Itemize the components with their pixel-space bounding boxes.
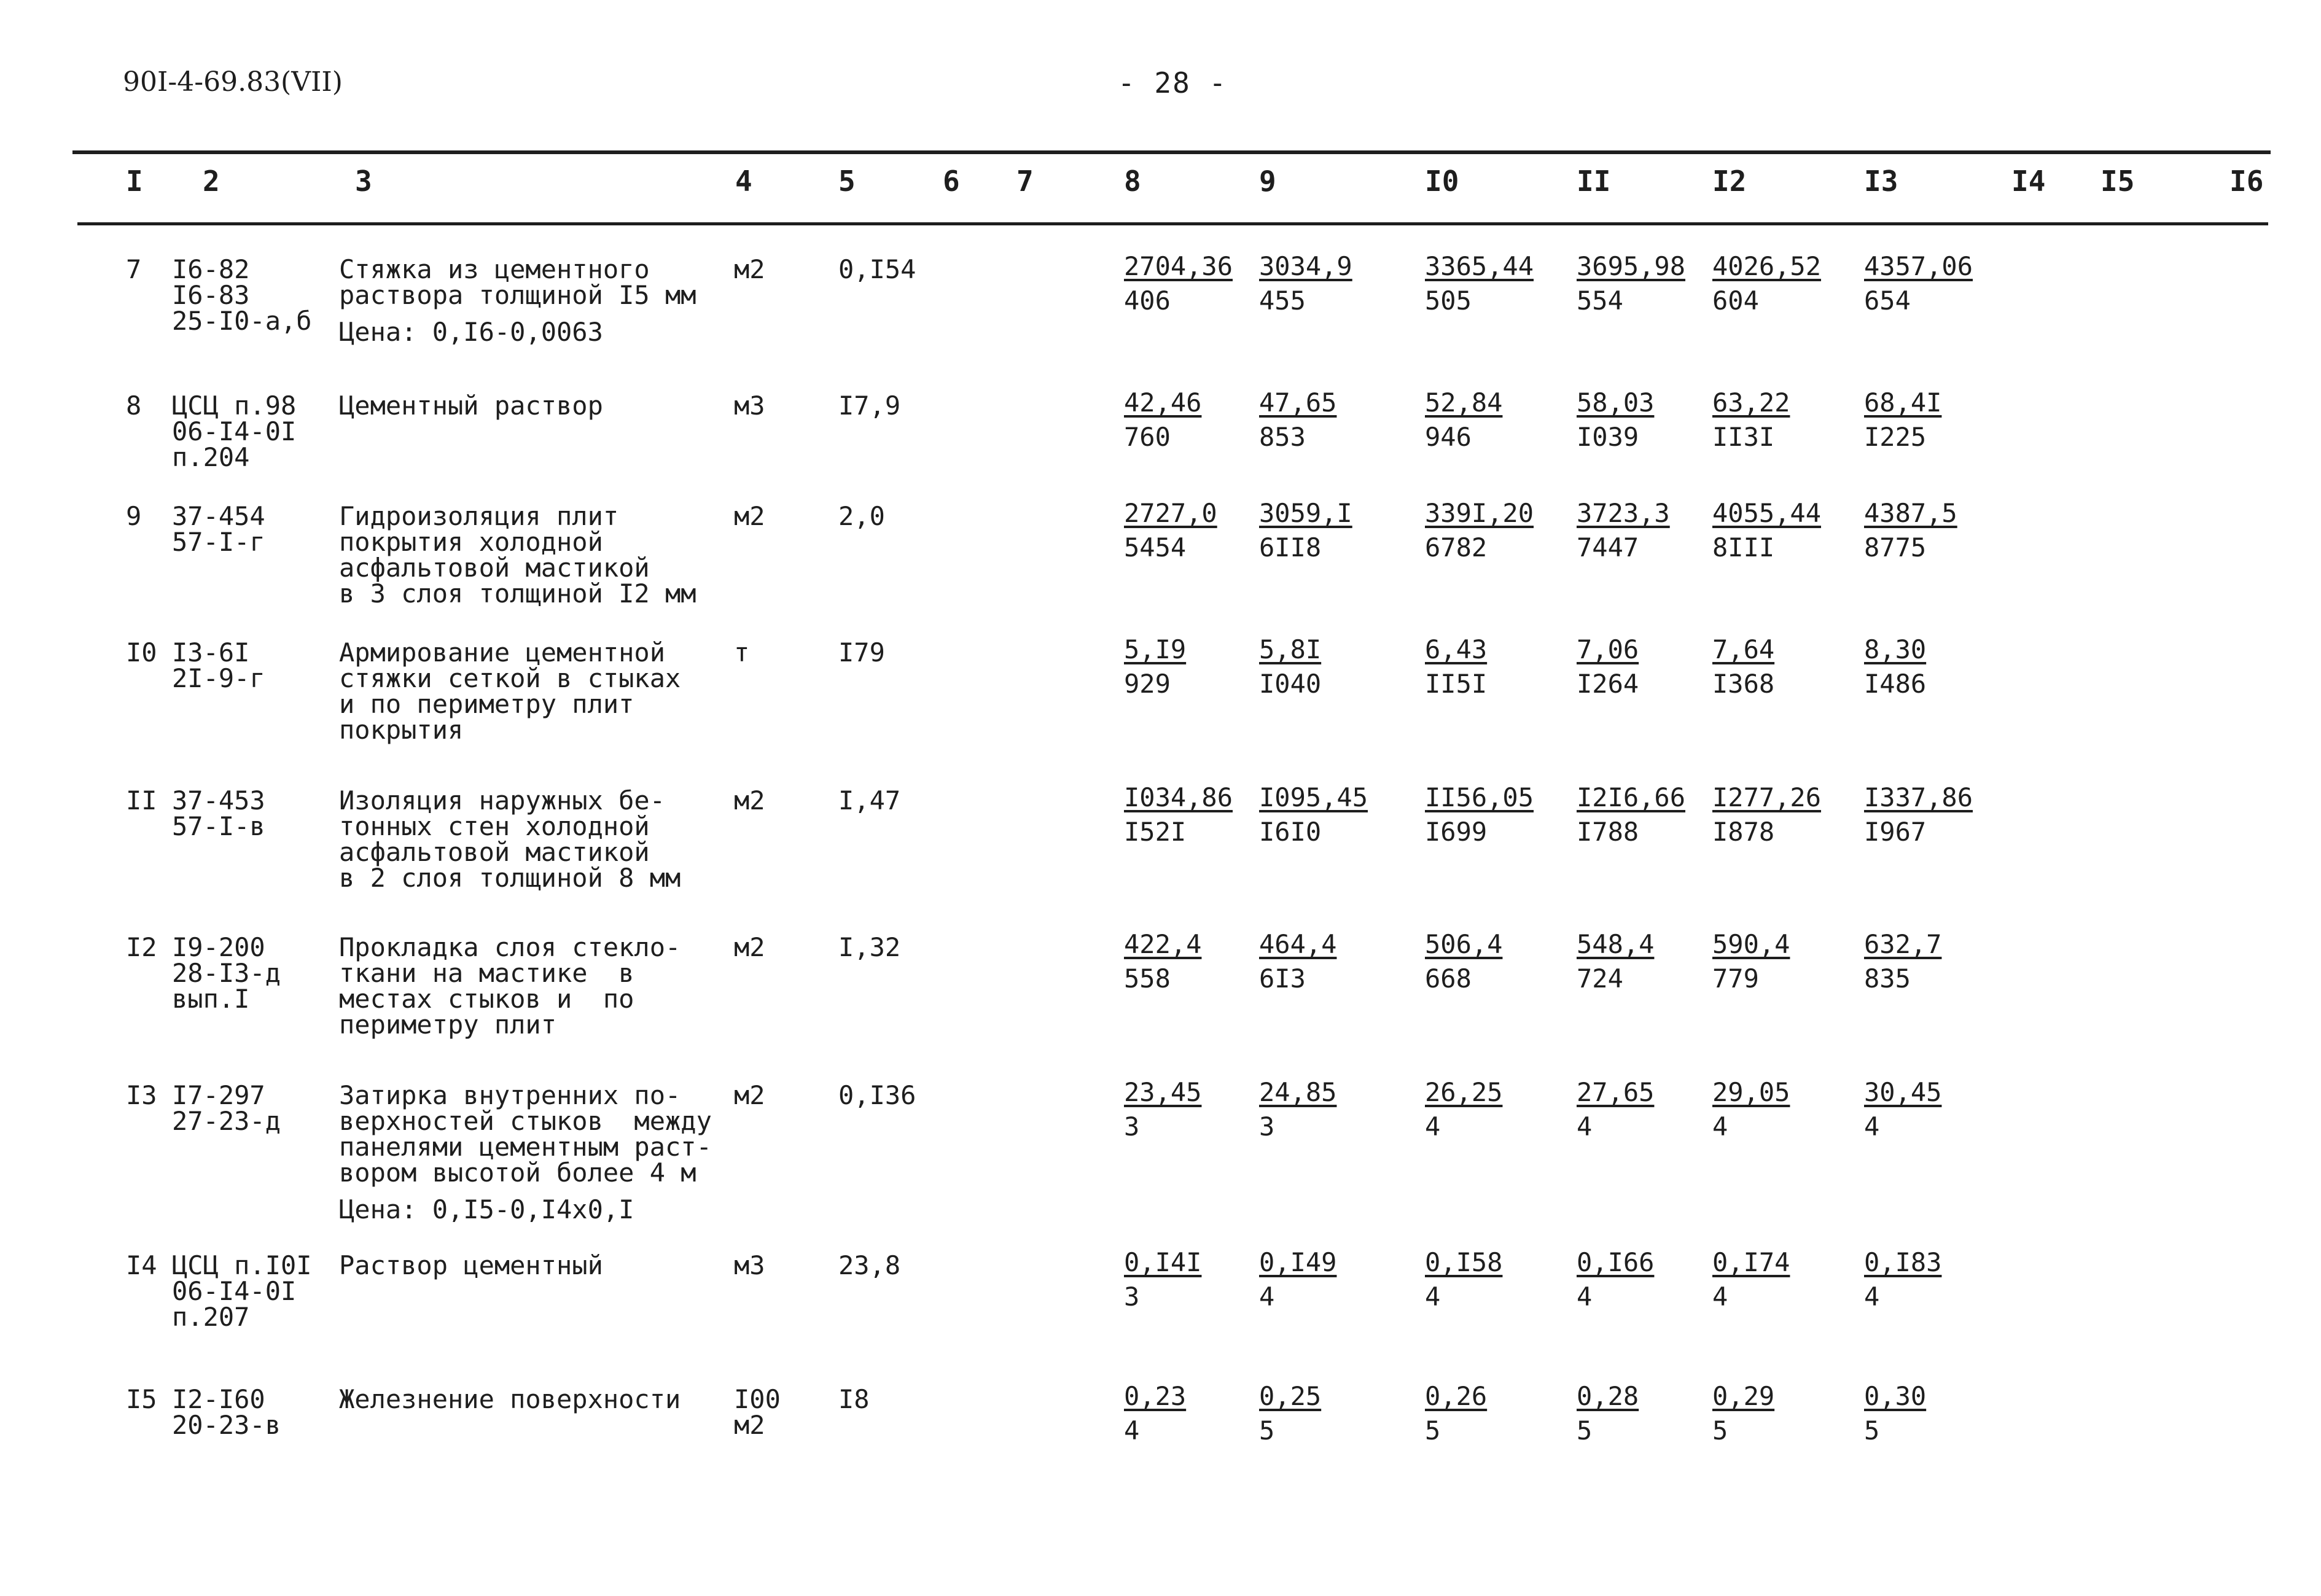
quantity: 0,I36 [838, 1080, 916, 1110]
cost-value-cell [1425, 1075, 1502, 1144]
unit-of-measure: м2 [734, 785, 765, 816]
cost-denominator: 853 [1259, 422, 1306, 452]
cost-numerator: 5,I9 [1124, 634, 1187, 664]
cost-denominator: 4 [1864, 1111, 1880, 1142]
cost-value-cell [1124, 1379, 1186, 1448]
column-header: I2 [1712, 165, 1747, 198]
work-description: Железнение поверхности [339, 1384, 681, 1414]
cost-numerator: 3695,98 [1577, 251, 1686, 281]
cost-denominator: 4 [1577, 1111, 1593, 1142]
cost-value-cell [1124, 386, 1201, 454]
unit-of-measure: м3 [734, 1250, 765, 1280]
cost-denominator: 724 [1577, 963, 1623, 994]
cost-value-cell [1425, 780, 1534, 849]
unit-of-measure: м2 [734, 1080, 765, 1110]
cost-value-cell [1712, 496, 1821, 565]
column-header: I [126, 165, 143, 198]
header-bottom-rule [77, 222, 2268, 225]
cost-numerator: 0,26 [1425, 1381, 1488, 1411]
quantity: 0,I54 [838, 254, 916, 284]
cost-numerator: 632,7 [1864, 929, 1942, 959]
price-note: Цена: 0,I6-0,0063 [339, 317, 603, 347]
cost-value-cell [1864, 927, 1941, 996]
cost-numerator: II56,05 [1425, 782, 1534, 812]
cost-value-cell [1712, 1075, 1790, 1144]
cost-numerator: I337,86 [1864, 782, 1973, 812]
norm-code: 37-453 57-I-в [172, 785, 265, 841]
cost-value-cell [1864, 496, 1957, 565]
column-header: I5 [2101, 165, 2135, 198]
row-number: I3 [126, 1080, 157, 1110]
cost-value-cell [1124, 496, 1217, 565]
column-header: II [1577, 165, 1611, 198]
cost-numerator: I277,26 [1712, 782, 1822, 812]
work-description: Стяжка из цементного раствора толщиной I5 мм [339, 254, 696, 310]
cost-numerator: I095,45 [1259, 782, 1368, 812]
cost-value-cell [1425, 386, 1502, 454]
cost-denominator: 554 [1577, 286, 1623, 316]
work-description: Изоляция наружных бе- тонных стен холодной асфальтовой мастикой в 2 слоя толщиной 8 мм [339, 785, 681, 893]
cost-value-cell [1259, 496, 1352, 565]
cost-denominator: 8III [1712, 532, 1775, 562]
cost-denominator: 4 [1577, 1282, 1593, 1312]
column-header: I3 [1864, 165, 1898, 198]
row-number: 9 [126, 501, 142, 531]
norm-code: ЦСЦ п.98 06-I4-0I п.204 [172, 391, 297, 472]
cost-numerator: 0,30 [1864, 1381, 1927, 1411]
cost-numerator: 58,03 [1577, 387, 1655, 418]
cost-denominator: 4 [1864, 1282, 1880, 1312]
cost-value-cell [1712, 386, 1790, 454]
cost-numerator: 0,25 [1259, 1381, 1322, 1411]
cost-denominator: 3 [1259, 1111, 1275, 1142]
column-header: I6 [2229, 165, 2264, 198]
cost-denominator: I040 [1259, 669, 1322, 699]
norm-code: I3-6I 2I-9-г [172, 637, 265, 693]
cost-denominator: 5 [1577, 1415, 1593, 1446]
quantity: 23,8 [838, 1250, 901, 1280]
cost-value-cell [1712, 249, 1821, 318]
cost-value-cell [1864, 1245, 1941, 1314]
norm-code: I2-I60 20-23-в [172, 1384, 281, 1440]
column-header: I0 [1425, 165, 1459, 198]
cost-value-cell [1259, 927, 1336, 996]
cost-value-cell [1577, 633, 1639, 701]
cost-numerator: 52,84 [1425, 387, 1503, 418]
cost-value-cell [1259, 386, 1336, 454]
row-number: 8 [126, 391, 142, 421]
table-top-rule [72, 150, 2271, 154]
cost-denominator: 4 [1712, 1282, 1728, 1312]
cost-denominator: I225 [1864, 422, 1927, 452]
cost-denominator: 4 [1425, 1111, 1441, 1142]
cost-value-cell [1864, 249, 1973, 318]
cost-value-cell [1124, 1075, 1201, 1144]
column-header: I4 [2011, 165, 2046, 198]
cost-denominator: 946 [1425, 422, 1472, 452]
cost-value-cell [1124, 633, 1186, 701]
quantity: I,47 [838, 785, 901, 816]
cost-numerator: 0,I4I [1124, 1247, 1202, 1277]
row-number: 7 [126, 254, 142, 284]
cost-denominator: II3I [1712, 422, 1775, 452]
cost-numerator: 27,65 [1577, 1077, 1655, 1107]
cost-value-cell [1712, 1379, 1774, 1448]
cost-denominator: 505 [1425, 286, 1472, 316]
cost-value-cell [1577, 249, 1685, 318]
unit-of-measure: I00 м2 [734, 1384, 781, 1440]
cost-denominator: 5 [1712, 1415, 1728, 1446]
page-number: - 28 - [1118, 66, 1228, 99]
cost-denominator: 6I3 [1259, 963, 1306, 994]
cost-numerator: 63,22 [1712, 387, 1790, 418]
cost-numerator: 4357,06 [1864, 251, 1973, 281]
cost-numerator: 0,I49 [1259, 1247, 1337, 1277]
row-number: I0 [126, 637, 157, 668]
quantity: 2,0 [838, 501, 885, 531]
cost-denominator: I039 [1577, 422, 1639, 452]
cost-value-cell [1864, 1075, 1941, 1144]
norm-code: I7-297 27-23-д [172, 1080, 281, 1136]
cost-denominator: 6782 [1425, 532, 1488, 562]
cost-numerator: 4387,5 [1864, 498, 1957, 528]
cost-denominator: 760 [1124, 422, 1171, 452]
cost-denominator: 668 [1425, 963, 1472, 994]
cost-numerator: 0,28 [1577, 1381, 1639, 1411]
row-number: I2 [126, 932, 157, 962]
cost-numerator: 23,45 [1124, 1077, 1202, 1107]
cost-numerator: 47,65 [1259, 387, 1337, 418]
cost-value-cell [1577, 496, 1670, 565]
cost-numerator: I034,86 [1124, 782, 1233, 812]
cost-value-cell [1259, 1075, 1336, 1144]
cost-value-cell [1577, 386, 1654, 454]
cost-value-cell [1259, 1379, 1321, 1448]
cost-denominator: 4 [1425, 1282, 1441, 1312]
cost-denominator: 8775 [1864, 532, 1927, 562]
cost-numerator: 3059,I [1259, 498, 1352, 528]
work-description: Затирка внутренних по- верхностей стыков между панелями цементным раст- вором высотой более 4 м [339, 1080, 712, 1188]
cost-value-cell [1577, 780, 1685, 849]
cost-denominator: 779 [1712, 963, 1759, 994]
cost-value-cell [1864, 386, 1941, 454]
cost-denominator: 3 [1124, 1111, 1140, 1142]
column-header: 7 [1016, 165, 1034, 198]
cost-denominator: 835 [1864, 963, 1911, 994]
cost-numerator: 548,4 [1577, 929, 1655, 959]
work-description: Раствор цементный [339, 1250, 603, 1280]
norm-code: 37-454 57-I-г [172, 501, 265, 557]
cost-value-cell [1864, 780, 1973, 849]
cost-numerator: 26,25 [1425, 1077, 1503, 1107]
cost-value-cell [1425, 1245, 1502, 1314]
cost-denominator: 5 [1864, 1415, 1880, 1446]
cost-value-cell [1712, 780, 1821, 849]
cost-denominator: 929 [1124, 669, 1171, 699]
cost-denominator: I368 [1712, 669, 1775, 699]
cost-value-cell [1577, 1075, 1654, 1144]
cost-denominator: 654 [1864, 286, 1911, 316]
cost-numerator: 0,I74 [1712, 1247, 1790, 1277]
cost-numerator: 2704,36 [1124, 251, 1233, 281]
cost-value-cell [1425, 1379, 1487, 1448]
cost-numerator: 3723,3 [1577, 498, 1670, 528]
cost-numerator: 0,I83 [1864, 1247, 1942, 1277]
unit-of-measure: м2 [734, 254, 765, 284]
cost-denominator: I878 [1712, 817, 1775, 847]
row-number: I4 [126, 1250, 157, 1280]
cost-numerator: 0,I66 [1577, 1247, 1655, 1277]
row-number: I5 [126, 1384, 157, 1414]
work-description: Армирование цементной стяжки сеткой в стыках и по периметру плит покрытия [339, 637, 681, 745]
cost-denominator: I699 [1425, 817, 1488, 847]
unit-of-measure: м2 [734, 932, 765, 962]
cost-value-cell [1259, 249, 1352, 318]
quantity: I7,9 [838, 391, 901, 421]
cost-numerator: 464,4 [1259, 929, 1337, 959]
cost-numerator: 5,8I [1259, 634, 1322, 664]
norm-code: I6-82 I6-83 25-I0-а,б [172, 254, 312, 336]
cost-denominator: 7447 [1577, 532, 1639, 562]
cost-numerator: I2I6,66 [1577, 782, 1686, 812]
work-description: Цементный раствор [339, 391, 603, 421]
cost-value-cell [1259, 633, 1321, 701]
cost-denominator: I52I [1124, 817, 1187, 847]
cost-denominator: I788 [1577, 817, 1639, 847]
unit-of-measure: м2 [734, 501, 765, 531]
cost-numerator: 4055,44 [1712, 498, 1822, 528]
cost-value-cell [1577, 1245, 1654, 1314]
unit-of-measure: м3 [734, 391, 765, 421]
cost-value-cell [1712, 927, 1790, 996]
cost-numerator: 0,I58 [1425, 1247, 1503, 1277]
cost-numerator: 590,4 [1712, 929, 1790, 959]
cost-numerator: 68,4I [1864, 387, 1942, 418]
cost-denominator: 6II8 [1259, 532, 1322, 562]
cost-numerator: 3034,9 [1259, 251, 1352, 281]
norm-code: ЦСЦ п.I0I 06-I4-0I п.207 [172, 1250, 312, 1332]
cost-numerator: 29,05 [1712, 1077, 1790, 1107]
cost-value-cell [1425, 249, 1534, 318]
norm-code: I9-200 28-I3-д вып.I [172, 932, 281, 1014]
cost-value-cell [1425, 633, 1487, 701]
cost-numerator: 422,4 [1124, 929, 1202, 959]
column-header: 9 [1259, 165, 1276, 198]
cost-numerator: 2727,0 [1124, 498, 1217, 528]
cost-value-cell [1124, 249, 1233, 318]
cost-value-cell [1425, 496, 1534, 565]
quantity: I79 [838, 637, 885, 668]
cost-value-cell [1712, 1245, 1790, 1314]
cost-value-cell [1259, 780, 1368, 849]
cost-numerator: 506,4 [1425, 929, 1503, 959]
cost-numerator: 7,64 [1712, 634, 1775, 664]
cost-denominator: 5454 [1124, 532, 1187, 562]
column-header: 2 [203, 165, 220, 198]
cost-numerator: 7,06 [1577, 634, 1639, 664]
cost-denominator: II5I [1425, 669, 1488, 699]
cost-value-cell [1577, 927, 1654, 996]
cost-denominator: 604 [1712, 286, 1759, 316]
column-header: 5 [838, 165, 856, 198]
document-code: 90I-4-69.83(VII) [123, 66, 343, 98]
cost-denominator: 455 [1259, 286, 1306, 316]
cost-numerator: 42,46 [1124, 387, 1202, 418]
cost-denominator: 406 [1124, 286, 1171, 316]
work-description: Гидроизоляция плит покрытия холодной асфальтовой мастикой в 3 слоя толщиной I2 мм [339, 501, 696, 609]
quantity: I,32 [838, 932, 901, 962]
row-number: II [126, 785, 157, 816]
cost-numerator: 0,23 [1124, 1381, 1187, 1411]
column-header: 3 [355, 165, 372, 198]
cost-numerator: 6,43 [1425, 634, 1488, 664]
cost-denominator: 3 [1124, 1282, 1140, 1312]
cost-value-cell [1425, 927, 1502, 996]
column-header: 6 [943, 165, 960, 198]
cost-value-cell [1864, 1379, 1926, 1448]
cost-value-cell [1577, 1379, 1639, 1448]
price-note: Цена: 0,I5-0,I4х0,I [339, 1194, 634, 1224]
cost-value-cell [1259, 1245, 1336, 1314]
unit-of-measure: т [734, 637, 750, 668]
cost-denominator: 4 [1124, 1415, 1140, 1446]
cost-numerator: 8,30 [1864, 634, 1927, 664]
cost-numerator: 3365,44 [1425, 251, 1534, 281]
cost-numerator: 339I,20 [1425, 498, 1534, 528]
cost-value-cell [1124, 927, 1201, 996]
quantity: I8 [838, 1384, 870, 1414]
cost-value-cell [1124, 1245, 1201, 1314]
cost-numerator: 4026,52 [1712, 251, 1822, 281]
cost-denominator: I486 [1864, 669, 1927, 699]
cost-denominator: I967 [1864, 817, 1927, 847]
work-description: Прокладка слоя стекло- ткани на мастике в местах стыков и по периметру плит [339, 932, 681, 1040]
column-header: 4 [735, 165, 752, 198]
cost-denominator: 5 [1259, 1415, 1275, 1446]
cost-numerator: 0,29 [1712, 1381, 1775, 1411]
cost-value-cell [1124, 780, 1233, 849]
column-header: 8 [1124, 165, 1141, 198]
cost-denominator: 4 [1712, 1111, 1728, 1142]
cost-value-cell [1864, 633, 1926, 701]
cost-numerator: 24,85 [1259, 1077, 1337, 1107]
cost-numerator: 30,45 [1864, 1077, 1942, 1107]
cost-denominator: 558 [1124, 963, 1171, 994]
cost-denominator: 4 [1259, 1282, 1275, 1312]
cost-denominator: I264 [1577, 669, 1639, 699]
cost-denominator: I6I0 [1259, 817, 1322, 847]
cost-denominator: 5 [1425, 1415, 1441, 1446]
cost-value-cell [1712, 633, 1774, 701]
